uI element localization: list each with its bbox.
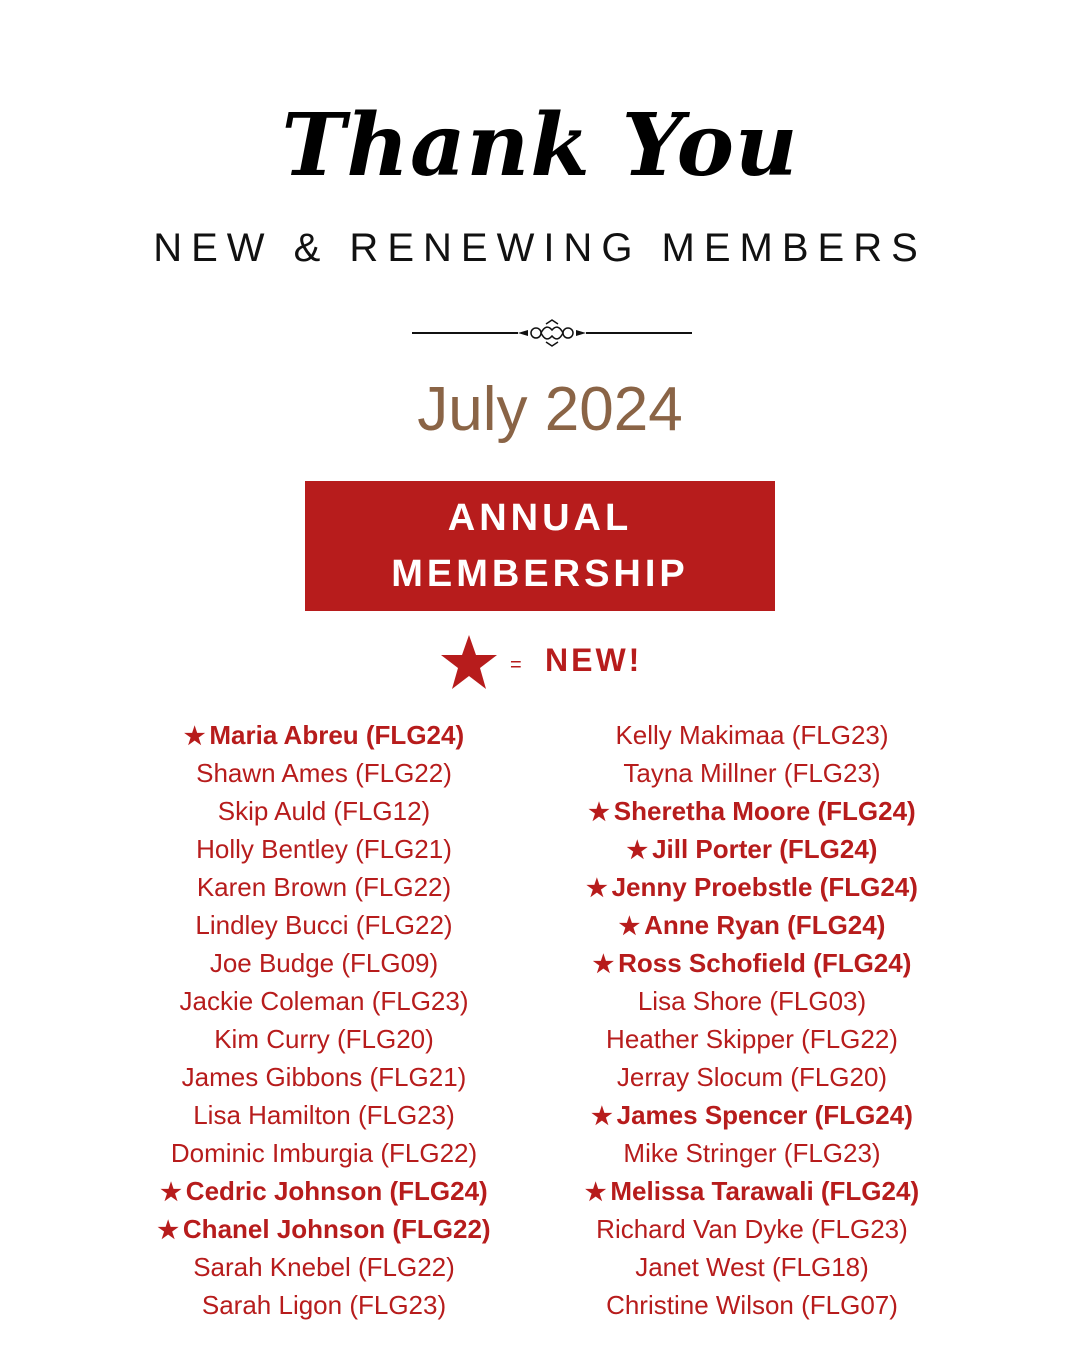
member-row bbox=[100, 1286, 548, 1324]
member-row bbox=[100, 1172, 548, 1210]
member-row bbox=[100, 754, 548, 792]
member-name: Sarah Ligon (FLG23) bbox=[201, 1290, 447, 1320]
member-row bbox=[100, 944, 548, 982]
member-row bbox=[528, 792, 976, 830]
member-row bbox=[528, 1286, 976, 1324]
legend bbox=[440, 632, 700, 692]
member-name: Jenny Proebstle (FLG24) bbox=[611, 872, 918, 902]
member-row bbox=[100, 792, 548, 830]
member-name: Chanel Johnson (FLG22) bbox=[182, 1214, 491, 1244]
member-name: Melissa Tarawali (FLG24) bbox=[610, 1176, 920, 1206]
member-row bbox=[528, 1096, 976, 1134]
star-icon: ★ bbox=[586, 875, 608, 902]
banner-label: ANNUAL MEMBERSHIP bbox=[391, 497, 689, 595]
member-name: Lisa Hamilton (FLG23) bbox=[193, 1100, 455, 1130]
members-left-column bbox=[100, 716, 548, 1324]
members-right-column bbox=[528, 716, 976, 1324]
member-row bbox=[100, 868, 548, 906]
legend-new-label: NEW! bbox=[545, 642, 643, 678]
member-name: Skip Auld (FLG12) bbox=[217, 796, 431, 826]
member-row bbox=[528, 1172, 976, 1210]
member-name: Ross Schofield (FLG24) bbox=[618, 948, 912, 978]
member-row bbox=[528, 716, 976, 754]
member-name: Jerray Slocum (FLG20) bbox=[616, 1062, 888, 1092]
star-icon: ★ bbox=[588, 799, 610, 826]
member-name: James Spencer (FLG24) bbox=[616, 1100, 913, 1130]
member-name: Heather Skipper (FLG22) bbox=[606, 1024, 898, 1054]
member-name: Lindley Bucci (FLG22) bbox=[195, 910, 453, 940]
membership-banner bbox=[305, 481, 775, 611]
member-name: Cedric Johnson (FLG24) bbox=[185, 1176, 488, 1206]
member-row bbox=[528, 830, 976, 868]
star-icon: ★ bbox=[584, 1179, 607, 1206]
member-name: Christine Wilson (FLG07) bbox=[606, 1290, 898, 1320]
member-row bbox=[100, 1020, 548, 1058]
member-row bbox=[100, 982, 548, 1020]
member-row bbox=[528, 982, 976, 1020]
member-name: Dominic Imburgia (FLG22) bbox=[170, 1138, 478, 1168]
member-row bbox=[528, 754, 976, 792]
star-icon: ★ bbox=[183, 723, 206, 750]
member-name: Lisa Shore (FLG03) bbox=[637, 986, 867, 1016]
member-row bbox=[100, 716, 548, 754]
member-row bbox=[528, 1210, 976, 1248]
page-subtitle: NEW & RENEWING MEMBERS bbox=[153, 226, 927, 270]
member-name: Joe Budge (FLG09) bbox=[209, 948, 439, 978]
ornament-divider-icon bbox=[410, 310, 694, 356]
member-name: Shawn Ames (FLG22) bbox=[196, 758, 452, 788]
member-name: Holly Bentley (FLG21) bbox=[196, 834, 452, 864]
member-row bbox=[528, 1134, 976, 1172]
star-icon: ★ bbox=[618, 913, 641, 940]
star-icon bbox=[440, 634, 498, 690]
member-row bbox=[100, 906, 548, 944]
member-name: Janet West (FLG18) bbox=[635, 1252, 869, 1282]
member-row bbox=[528, 868, 976, 906]
member-name: Richard Van Dyke (FLG23) bbox=[596, 1214, 908, 1244]
member-name: Jackie Coleman (FLG23) bbox=[179, 986, 469, 1016]
member-row bbox=[528, 906, 976, 944]
member-name: Kelly Makimaa (FLG23) bbox=[615, 720, 889, 750]
member-name: Mike Stringer (FLG23) bbox=[623, 1138, 881, 1168]
star-icon: ★ bbox=[592, 951, 615, 978]
month-heading: July 2024 bbox=[417, 375, 683, 444]
legend-equals: = bbox=[510, 654, 522, 676]
page-title: Thank You bbox=[281, 95, 799, 196]
member-name: Kim Curry (FLG20) bbox=[214, 1024, 434, 1054]
star-icon: ★ bbox=[591, 1103, 613, 1130]
member-row bbox=[528, 944, 976, 982]
member-row bbox=[100, 1248, 548, 1286]
member-row bbox=[528, 1020, 976, 1058]
member-name: Karen Brown (FLG22) bbox=[196, 872, 452, 902]
member-row bbox=[100, 1134, 548, 1172]
member-row bbox=[100, 1210, 548, 1248]
member-row bbox=[100, 1058, 548, 1096]
member-row bbox=[528, 1248, 976, 1286]
member-name: Tayna Millner (FLG23) bbox=[623, 758, 881, 788]
member-name: Sheretha Moore (FLG24) bbox=[613, 796, 916, 826]
member-name: Jill Porter (FLG24) bbox=[652, 834, 878, 864]
member-name: Anne Ryan (FLG24) bbox=[644, 910, 886, 940]
member-name: Sarah Knebel (FLG22) bbox=[193, 1252, 455, 1282]
member-row bbox=[100, 1096, 548, 1134]
star-icon: ★ bbox=[160, 1179, 182, 1206]
star-icon: ★ bbox=[626, 837, 649, 864]
member-name: Maria Abreu (FLG24) bbox=[209, 720, 465, 750]
member-row bbox=[100, 830, 548, 868]
star-icon: ★ bbox=[157, 1217, 179, 1244]
member-row bbox=[528, 1058, 976, 1096]
member-name: James Gibbons (FLG21) bbox=[181, 1062, 467, 1092]
